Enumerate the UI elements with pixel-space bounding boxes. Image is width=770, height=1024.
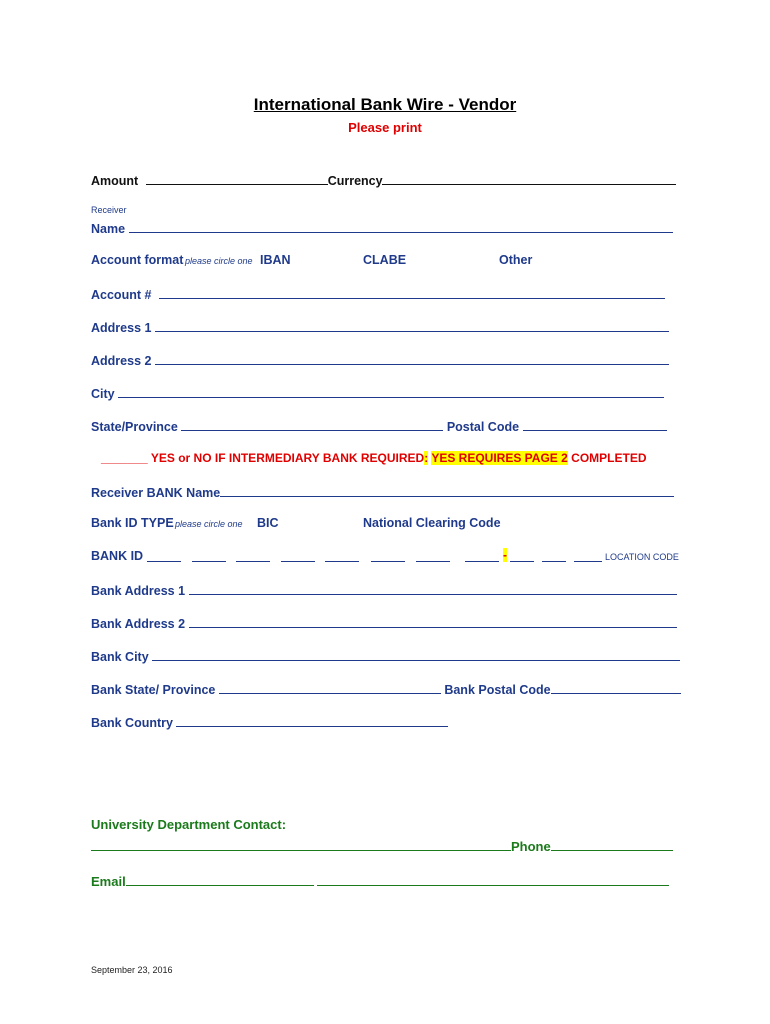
bank-id-label: BANK ID bbox=[91, 549, 144, 563]
intermediary-blank[interactable]: _______ bbox=[101, 451, 148, 465]
city-row bbox=[91, 385, 664, 401]
city-label: City bbox=[91, 387, 115, 401]
bank-id-char[interactable] bbox=[325, 549, 359, 562]
address1-field[interactable] bbox=[155, 319, 669, 332]
email-field[interactable] bbox=[126, 873, 314, 886]
bank-address2-field[interactable] bbox=[189, 615, 677, 628]
account-format-label: Account format bbox=[91, 253, 184, 267]
bank-postal-label: Bank Postal Code bbox=[444, 683, 551, 697]
bank-country-label: Bank Country bbox=[91, 716, 173, 730]
bank-id-char[interactable] bbox=[371, 549, 405, 562]
intermediary-colon: : bbox=[424, 451, 429, 465]
location-code-label: LOCATION CODE bbox=[605, 552, 679, 562]
bank-city-row bbox=[91, 648, 680, 664]
city-field[interactable] bbox=[118, 385, 664, 398]
option-bic[interactable]: BIC bbox=[257, 516, 279, 530]
postal-field[interactable] bbox=[523, 418, 667, 431]
bank-id-char[interactable] bbox=[574, 549, 602, 562]
intermediary-text: YES or NO IF INTERMEDIARY BANK REQUIRED bbox=[150, 451, 425, 465]
bank-address1-label: Bank Address 1 bbox=[91, 584, 186, 598]
amount-row bbox=[91, 172, 676, 188]
currency-label: Currency bbox=[327, 174, 383, 188]
receiver-label: Receiver bbox=[91, 205, 127, 215]
bank-id-char[interactable] bbox=[192, 549, 226, 562]
bank-id-boxes bbox=[147, 549, 607, 563]
contact-name-field[interactable] bbox=[91, 838, 511, 851]
amount-field[interactable] bbox=[146, 172, 284, 185]
bank-address1-row bbox=[91, 582, 677, 598]
email-row bbox=[91, 873, 669, 889]
name-label: Name bbox=[91, 222, 126, 236]
bank-id-char[interactable] bbox=[465, 549, 499, 562]
address1-label: Address 1 bbox=[91, 321, 152, 335]
bank-id-type-label: Bank ID TYPE bbox=[91, 516, 174, 530]
intermediary-highlight: YES REQUIRES PAGE 2 bbox=[431, 451, 568, 465]
account-row bbox=[91, 286, 665, 302]
amount-field-extension[interactable] bbox=[284, 172, 328, 185]
bank-state-postal-row bbox=[91, 681, 681, 697]
address2-label: Address 2 bbox=[91, 354, 152, 368]
bank-id-char[interactable] bbox=[236, 549, 270, 562]
form-title: International Bank Wire - Vendor bbox=[253, 95, 517, 114]
bank-address1-field[interactable] bbox=[189, 582, 677, 595]
bank-id-char[interactable] bbox=[147, 549, 181, 562]
email-field-extension[interactable] bbox=[317, 873, 669, 886]
bank-id-char[interactable] bbox=[416, 549, 450, 562]
address2-row bbox=[91, 352, 669, 368]
option-other[interactable]: Other bbox=[499, 253, 533, 267]
bank-city-field[interactable] bbox=[152, 648, 680, 661]
state-label: State/Province bbox=[91, 420, 178, 434]
intermediary-after: COMPLETED bbox=[571, 451, 647, 465]
email-label: Email bbox=[91, 874, 126, 889]
postal-label: Postal Code bbox=[446, 420, 520, 434]
bank-address2-row bbox=[91, 615, 677, 631]
address1-row bbox=[91, 319, 669, 335]
bank-id-char[interactable] bbox=[542, 549, 566, 562]
bank-postal-field[interactable] bbox=[551, 681, 681, 694]
option-clabe[interactable]: CLABE bbox=[363, 253, 407, 267]
account-number-field[interactable] bbox=[159, 286, 665, 299]
bank-id-char[interactable] bbox=[281, 549, 315, 562]
option-national-clearing-code[interactable]: National Clearing Code bbox=[363, 516, 501, 530]
bank-country-row bbox=[91, 714, 448, 730]
state-field[interactable] bbox=[181, 418, 443, 431]
footer-date: September 23, 2016 bbox=[91, 965, 173, 975]
phone-label: Phone bbox=[511, 839, 551, 854]
amount-label: Amount bbox=[91, 174, 139, 188]
contact-heading: University Department Contact: bbox=[91, 817, 287, 832]
bank-country-field[interactable] bbox=[176, 714, 448, 727]
receiver-bank-row bbox=[91, 484, 674, 500]
address2-field[interactable] bbox=[155, 352, 669, 365]
contact-name-phone-row bbox=[91, 838, 673, 854]
bank-id-dash: - bbox=[503, 548, 507, 562]
intermediary-row bbox=[101, 451, 647, 465]
receiver-bank-field[interactable] bbox=[220, 484, 674, 497]
bank-id-type-hint: please circle one bbox=[175, 519, 243, 529]
bank-state-label: Bank State/ Province bbox=[91, 683, 216, 697]
bank-id-char[interactable] bbox=[510, 549, 534, 562]
receiver-bank-label: Receiver BANK Name bbox=[91, 486, 221, 500]
option-iban[interactable]: IBAN bbox=[260, 253, 291, 267]
name-row bbox=[91, 220, 673, 236]
account-format-hint: please circle one bbox=[185, 256, 253, 266]
state-postal-row bbox=[91, 418, 667, 434]
currency-field[interactable] bbox=[382, 172, 676, 185]
form-subtitle: Please print bbox=[348, 120, 422, 135]
bank-state-field[interactable] bbox=[219, 681, 441, 694]
bank-city-label: Bank City bbox=[91, 650, 149, 664]
name-field[interactable] bbox=[129, 220, 673, 233]
bank-address2-label: Bank Address 2 bbox=[91, 617, 186, 631]
account-number-label: Account # bbox=[91, 288, 152, 302]
phone-field[interactable] bbox=[551, 838, 673, 851]
